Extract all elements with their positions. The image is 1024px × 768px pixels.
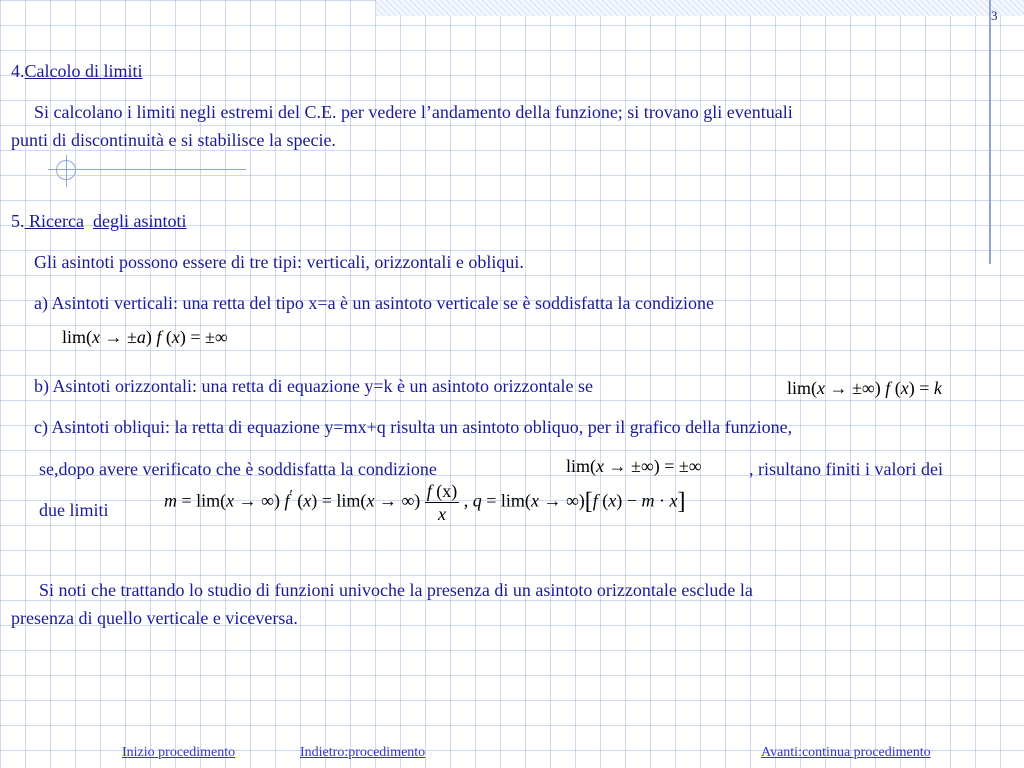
formula-part9: ) − xyxy=(616,490,642,511)
section-5-title-part-2: degli asintoti xyxy=(92,211,187,231)
formula-prime: ′ xyxy=(289,487,293,504)
nav-back-link[interactable]: Indietro:procedimento xyxy=(300,745,426,760)
formula-x4: x xyxy=(530,490,539,511)
formula-x6: x xyxy=(669,490,678,511)
section-4-paragraph-line-1: Si calcolano i limiti negli estremi del C.E. per vedere l’andamento della funzione; si trovano gli eventuali xyxy=(34,102,793,122)
section-5-heading xyxy=(11,209,186,233)
section-4-number: 4. xyxy=(11,61,25,81)
formula-a-a: a xyxy=(136,327,146,347)
formula-f1: f xyxy=(284,490,290,511)
fraction-num-rest: (x) xyxy=(431,481,458,501)
formula-a-arrow: → ± xyxy=(100,327,137,347)
formula-c-x: x xyxy=(596,456,604,476)
formula-q: q xyxy=(472,490,482,511)
formula-part5: → ∞) xyxy=(374,490,421,511)
formula-a-close: ) xyxy=(145,327,157,347)
formula-m: m xyxy=(164,490,177,511)
formula-b-x2: x xyxy=(900,378,909,398)
section-4-paragraph-line-2: punti di discontinuità e si stabilisce la specie. xyxy=(11,130,336,150)
note-line-2: presenza di quello verticale e viceversa. xyxy=(11,608,298,628)
oblique-condition-formula xyxy=(566,455,702,477)
formula-fraction xyxy=(425,480,460,525)
section-5-number: 5. xyxy=(11,211,25,231)
formula-m2: m xyxy=(641,490,655,511)
formula-a-arg: ( xyxy=(161,327,172,347)
formula-b-eq: ) = xyxy=(908,378,934,398)
right-vertical-rule xyxy=(989,0,991,264)
formula-right-bracket: ] xyxy=(677,488,686,515)
formula-part2: → ∞) xyxy=(234,490,285,511)
vertical-asymptote-formula xyxy=(62,326,228,348)
formula-b-lim: lim( xyxy=(787,378,817,398)
oblique-asymptote-text-line-2: se,dopo avere verificato che è soddisfatta la condizione xyxy=(39,459,437,479)
fraction-num-f: f xyxy=(426,481,432,501)
section-5-title-part-1: Ricerca xyxy=(24,211,84,231)
section-4-title: Calcolo di limiti xyxy=(24,61,143,81)
formula-b-x: x xyxy=(817,378,825,398)
formula-a-x: x xyxy=(92,327,100,347)
vertical-asymptote-text: a) Asintoti verticali: una retta del tipo x=a è un asintoto verticale se è soddisfatta la condizione xyxy=(34,293,714,313)
formula-x1: x xyxy=(226,490,235,511)
formula-x5: x xyxy=(608,490,617,511)
formula-c-rest: → ±∞) = ±∞ xyxy=(604,456,702,476)
oblique-asymptote-text-line-3: , risultano finiti i valori dei xyxy=(749,459,943,479)
oblique-limits-formula xyxy=(164,480,685,525)
oblique-asymptote-text-line-4: due limiti xyxy=(39,500,109,520)
formula-c-lim: lim( xyxy=(566,456,596,476)
fraction-numerator xyxy=(425,480,460,503)
horizontal-asymptote-text: b) Asintoti orizzontali: una retta di equazione y=k è un asintoto orizzontale se xyxy=(34,376,593,396)
formula-part6: = lim( xyxy=(481,490,531,511)
formula-x2: x xyxy=(303,490,312,511)
asymptote-types-intro: Gli asintoti possono essere di tre tipi: verticali, orizzontali e obliqui. xyxy=(34,252,524,272)
formula-b-f: f xyxy=(885,378,891,398)
fraction-denominator: x xyxy=(438,504,447,524)
formula-a-x2: x xyxy=(171,327,180,347)
formula-part1: = lim( xyxy=(177,490,227,511)
horizontal-asymptote-formula xyxy=(787,377,942,399)
formula-b-arg: ( xyxy=(890,378,901,398)
formula-part3: ( xyxy=(292,490,304,511)
top-decorative-band xyxy=(376,0,1024,16)
formula-part8: ( xyxy=(597,490,609,511)
formula-left-bracket: [ xyxy=(584,488,593,515)
decorative-circle xyxy=(56,160,76,180)
nav-forward-link[interactable]: Avanti:continua procedimento xyxy=(761,745,931,760)
decorative-horizontal-rule xyxy=(48,169,246,170)
formula-a-f: f xyxy=(156,327,162,347)
oblique-asymptote-text-line-1: c) Asintoti obliqui: la retta di equazione y=mx+q risulta un asintoto obliquo, per il grafico della funzione, xyxy=(34,417,793,437)
nav-start-link[interactable]: Inizio procedimento xyxy=(122,745,236,760)
formula-b-arrow: → ±∞) xyxy=(825,378,886,398)
formula-part7: → ∞) xyxy=(538,490,585,511)
formula-a-rest: ) = ±∞ xyxy=(179,327,228,347)
page-number: 3 xyxy=(991,8,998,23)
note-line-1: Si noti che trattando lo studio di funzioni univoche la presenza di un asintoto orizzontale esclude la xyxy=(39,580,753,600)
formula-x3: x xyxy=(366,490,375,511)
formula-b-k: k xyxy=(933,378,942,398)
formula-dot: · xyxy=(654,490,670,511)
formula-part4: ) = lim( xyxy=(311,490,367,511)
formula-a-lim: lim( xyxy=(62,327,92,347)
formula-comma: , xyxy=(459,490,473,511)
formula-f2: f xyxy=(592,490,598,511)
section-4-heading xyxy=(11,59,143,83)
